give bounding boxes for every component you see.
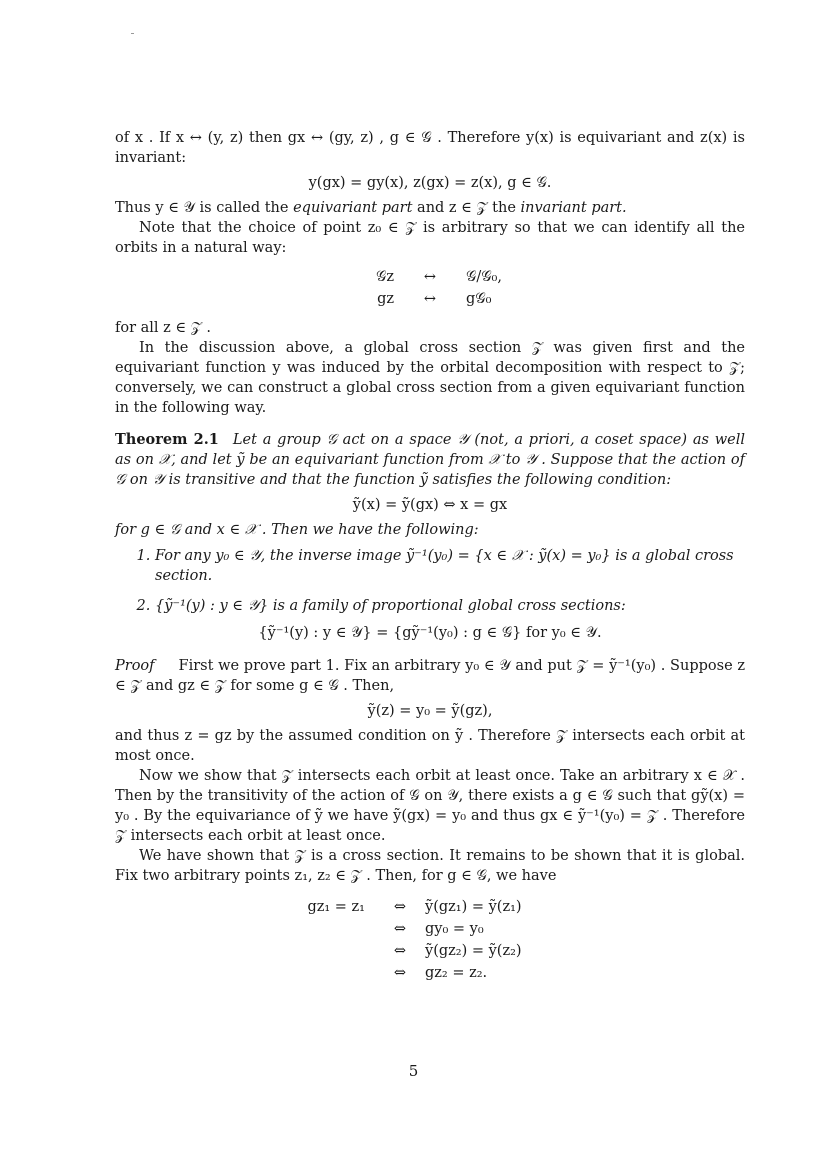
theorem-items bbox=[115, 546, 745, 616]
paragraph-global: We have shown that 𝒵 is a cross section. It remains to be shown that it is global. Fix two arbitrary points z₁, z₂ ∈ 𝒵 . Then, for g ∈ 𝒢, we have bbox=[115, 848, 745, 884]
paragraph-forall: for all z ∈ 𝒵 . bbox=[115, 320, 212, 336]
proof-label: Proof bbox=[115, 658, 155, 674]
paragraph-at-most-once: and thus z = gz by the assumed condition on ỹ . Therefore 𝒵 intersects each orbit at most once. bbox=[115, 728, 745, 764]
theorem-label: Theorem 2.1 bbox=[115, 431, 219, 448]
term-equivariant-part: equivariant part bbox=[293, 200, 413, 216]
equation-equivariance: y(gx) = gy(x), z(gx) = z(x), g ∈ 𝒢. bbox=[308, 175, 552, 191]
equivalence-row: ⇔ gy₀ = y₀ bbox=[393, 921, 484, 937]
page-body bbox=[115, 128, 745, 984]
equation-condition: ỹ(x) = ỹ(gx) ⇔ x = gx bbox=[352, 497, 508, 513]
scan-mark bbox=[131, 33, 134, 34]
page-number: 5 bbox=[408, 1062, 419, 1080]
theorem-item-2: 2. {ỹ⁻¹(y) : y ∈ 𝒴} is a family of proportional global cross sections: bbox=[155, 596, 745, 616]
equation-proportional-family: {ỹ⁻¹(y) : y ∈ 𝒴} = {gỹ⁻¹(y₀) : g ∈ 𝒢} for y₀ ∈ 𝒴. bbox=[258, 625, 602, 641]
paragraph-note: Note that the choice of point z₀ ∈ 𝒵 is arbitrary so that we can identify all the orbits in a natural way: bbox=[115, 220, 745, 256]
equation-proof: ỹ(z) = y₀ = ỹ(gz), bbox=[367, 703, 493, 719]
paragraph-parts: Thus y ∈ 𝒴 is called the equivariant part and z ∈ 𝒵 the invariant part. bbox=[115, 200, 627, 216]
equivalence-row: gz₁ = z₁ ⇔ ỹ(gz₁) = ỹ(z₁) bbox=[307, 899, 522, 915]
theorem-2-1 bbox=[115, 430, 745, 490]
equivalence-row: ⇔ gz₂ = z₂. bbox=[393, 965, 488, 981]
term-invariant-part: invariant part. bbox=[520, 200, 627, 216]
paragraph-discussion: In the discussion above, a global cross section 𝒵 was given first and the equivariant function y was induced by the orbital decomposition with respect to 𝒵; conversely, we can construct a global cross section from a given equivariant function in the following way. bbox=[115, 340, 745, 416]
theorem-continuation: for g ∈ 𝒢 and x ∈ 𝒳 . Then we have the following: bbox=[115, 522, 479, 538]
paragraph-intro: of x . If x ↔ (y, z) then gx ↔ (gy, z) , g ∈ 𝒢 . Therefore y(x) is equivariant and z(x) is invariant: bbox=[115, 130, 745, 166]
equivalence-chain bbox=[115, 896, 745, 984]
theorem-item-1: 1. For any y₀ ∈ 𝒴, the inverse image ỹ⁻¹(y₀) = {x ∈ 𝒳 : ỹ(x) = y₀} is a global cross section. bbox=[155, 546, 745, 586]
theorem-statement: Let a group 𝒢 act on a space 𝒴 (not, a priori, a coset space) as well as on 𝒳, and let ỹ be an equivariant function from 𝒳 to 𝒴 . Suppose that the action of 𝒢 on 𝒴 is transitive and that the function ỹ satisfies the following condition: bbox=[115, 432, 745, 488]
paragraph-at-least-once: Now we show that 𝒵 intersects each orbit at least once. Take an arbitrary x ∈ 𝒳 . Then by the transitivity of the action of 𝒢 on 𝒴, there exists a g ∈ 𝒢 such that gỹ(x) = y₀ . By the equivariance of ỹ we have ỹ(gx) = y₀ and thus gx ∈ ỹ⁻¹(y₀) = 𝒵 . Therefore 𝒵 intersects each orbit at least once. bbox=[115, 768, 745, 844]
proof-paragraph: Proof First we prove part 1. Fix an arbitrary y₀ ∈ 𝒴 and put 𝒵 = ỹ⁻¹(y₀) . Suppose z ∈ 𝒵 and gz ∈ 𝒵 for some g ∈ 𝒢 . Then, bbox=[115, 658, 745, 694]
equation-orbit-identification: 𝒢z ↔ 𝒢/𝒢₀, gz ↔ g𝒢₀ bbox=[376, 269, 502, 307]
equivalence-row: ⇔ ỹ(gz₂) = ỹ(z₂) bbox=[393, 943, 522, 959]
